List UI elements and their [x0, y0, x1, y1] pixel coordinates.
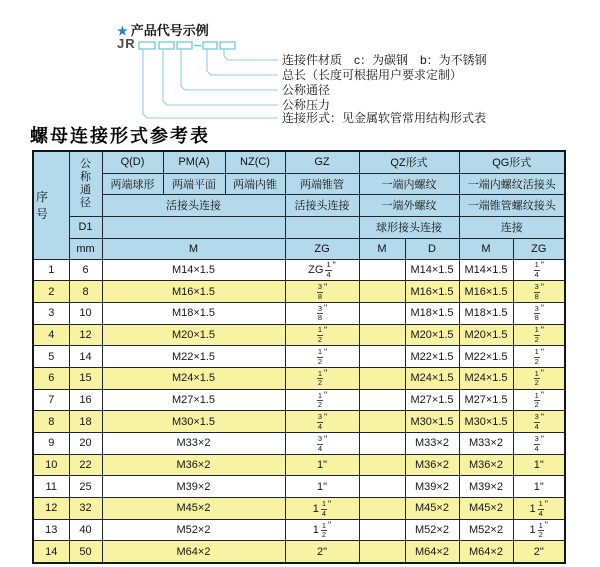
cell-qz-m: [359, 259, 405, 281]
header-conn2-qg: 连接: [459, 216, 565, 238]
fraction: $\frac{1}{2}$: [538, 520, 543, 540]
heading-text: 产品代号示例: [130, 23, 209, 38]
cell-qz-d: M18×1.5: [405, 302, 459, 324]
header-conn-union: 活接头连接: [102, 194, 285, 216]
header-conn-qz: 一端外螺纹: [359, 194, 459, 216]
cell-qz-d: M52×2: [405, 519, 459, 541]
cell-qg-m: M22×1.5: [459, 346, 513, 368]
inch-mark: ": [328, 520, 332, 531]
jr-prefix-label: JR: [117, 36, 136, 51]
inch-mark: ": [323, 433, 328, 444]
inch-mark: ": [328, 498, 332, 509]
cell-dn: 22: [69, 454, 102, 476]
fraction: $\frac{3}{4}$: [317, 412, 322, 431]
cell-gz: [285, 389, 359, 411]
cell-m: M24×1.5: [102, 367, 285, 389]
inch-mark: ": [332, 260, 336, 271]
cell-qz-m: [359, 541, 405, 563]
header-ends-gz: 两端锥管: [285, 173, 359, 194]
inch-mark: ": [544, 520, 548, 531]
cell-seq: 10: [33, 454, 69, 476]
cell-m: M20×1.5: [102, 324, 285, 346]
cell-qz-m: [359, 389, 405, 411]
header-group-qd: Q(D): [102, 151, 163, 173]
cell-qg-zg: [513, 519, 565, 541]
cell-qz-d: M30×1.5: [405, 411, 459, 433]
cell-qg-zg: [513, 433, 565, 455]
fraction: $\frac{1}{2}$: [321, 520, 327, 540]
table-row: [33, 302, 565, 324]
cell-qz-m: [359, 411, 405, 433]
cell-qz-d: M14×1.5: [405, 259, 459, 281]
fraction: $\frac{3}{8}$: [534, 303, 539, 323]
cell-qg-zg: 2": [513, 541, 565, 563]
header-unit-zg2: ZG: [513, 238, 565, 259]
cell-qz-d: M64×2: [405, 541, 459, 563]
cell-qz-m: [359, 346, 405, 368]
cell-dn: 10: [69, 302, 102, 324]
cell-qz-d: M45×2: [405, 498, 459, 520]
header-unit-m3: M: [459, 238, 513, 259]
cell-qg-zg: 1": [513, 476, 565, 498]
cell-m: M18×1.5: [102, 302, 285, 324]
fraction: $\frac{3}{8}$: [534, 282, 539, 301]
fraction: $\frac{1}{2}$: [317, 325, 322, 345]
cell-qz-m: [359, 367, 405, 389]
header-group-qz: QZ形式: [359, 151, 459, 173]
cell-gz: [285, 519, 359, 541]
cell-qg-zg: [513, 367, 565, 389]
cell-dn: 15: [69, 367, 102, 389]
cell-qg-zg: [513, 389, 565, 411]
cell-qz-d: M16×1.5: [405, 281, 459, 303]
inch-mark: ": [540, 325, 544, 336]
header-unit-m2: M: [359, 238, 405, 259]
table-row: [33, 411, 565, 433]
cell-gz: [285, 346, 359, 368]
fraction: $\frac{3}{4}$: [534, 412, 539, 431]
cell-qg-m: M18×1.5: [459, 302, 513, 324]
diagram-label-length: 总长（长度可根据用户要求定制）: [282, 68, 463, 82]
diagram-label-diameter: 公称通径: [282, 83, 331, 97]
cell-gz: 2": [285, 541, 359, 563]
cell-m: M64×2: [102, 541, 285, 563]
value-prefix: 1: [312, 502, 319, 515]
inch-mark: ": [540, 260, 544, 271]
cell-qg-zg: [513, 498, 565, 520]
fraction: $\frac{1}{4}$: [326, 260, 331, 280]
cell-gz: [285, 259, 359, 281]
cell-dn: 18: [69, 411, 102, 433]
inch-mark: ": [540, 368, 544, 379]
fraction: $\frac{1}{2}$: [317, 390, 322, 410]
cell-qz-d: M24×1.5: [405, 367, 459, 389]
cell-seq: 6: [33, 367, 69, 389]
connector-lines: [143, 49, 278, 118]
table-title: 螺母连接形式参考表: [30, 126, 210, 146]
cell-seq: 8: [33, 411, 69, 433]
cell-m: M45×2: [102, 498, 285, 520]
header-ends-qd: 两端球形: [102, 173, 163, 194]
cell-m: M16×1.5: [102, 281, 285, 303]
inch-mark: ": [540, 433, 544, 444]
cell-gz: [285, 411, 359, 433]
table-row: [33, 367, 565, 389]
diagram-label-material: 连接件材质 c：为碳钢 b：为不锈钢: [282, 53, 487, 67]
cell-gz: [285, 367, 359, 389]
inch-mark: ": [323, 368, 328, 379]
cell-dn: 25: [69, 476, 102, 498]
fraction: $\frac{1}{4}$: [534, 260, 539, 280]
inch-mark: ": [323, 411, 328, 422]
cell-qz-m: [359, 476, 405, 498]
table-row: [33, 519, 565, 541]
header-ends-qz: 一端内螺纹: [359, 173, 459, 194]
table-row: [33, 346, 565, 368]
cell-m: M52×2: [102, 519, 285, 541]
diagram-label-pressure: 公称压力: [282, 98, 331, 112]
cell-qg-zg: [513, 281, 565, 303]
cell-seq: 4: [33, 324, 69, 346]
cell-m: M33×2: [102, 433, 285, 455]
cell-qg-m: M45×2: [459, 498, 513, 520]
header-blank-left: [102, 216, 285, 238]
cell-qg-zg: [513, 346, 565, 368]
header-unit-m1: M: [102, 238, 285, 259]
fraction: $\frac{3}{4}$: [317, 433, 322, 453]
cell-seq: 11: [33, 476, 69, 498]
header-ends-pm: 两端平面: [163, 173, 225, 194]
cell-gz: [285, 433, 359, 455]
cell-dn: 16: [69, 389, 102, 411]
star-icon: ★: [117, 24, 128, 38]
diagram-label-connection-type: 连接形式：见金属软管常用结构形式表: [282, 111, 487, 125]
fraction: $\frac{1}{2}$: [534, 390, 539, 410]
cell-qz-m: [359, 281, 405, 303]
cell-dn: 32: [69, 498, 102, 520]
header-seq: [33, 151, 69, 259]
cell-qg-zg: [513, 411, 565, 433]
inch-mark: ": [540, 390, 544, 401]
table-row: [33, 541, 565, 563]
fraction: $\frac{1}{4}$: [321, 498, 327, 518]
fraction: $\frac{1}{4}$: [538, 498, 543, 518]
header-blank-gz: [285, 216, 359, 238]
cell-qg-m: M20×1.5: [459, 324, 513, 346]
cell-qg-zg: [513, 259, 565, 281]
header-seq-text: 序号: [35, 190, 48, 222]
code-box: [177, 42, 192, 49]
cell-qz-m: [359, 302, 405, 324]
cell-gz: 1": [285, 476, 359, 498]
nut-connection-reference-table: [32, 150, 566, 564]
cell-dn: 40: [69, 519, 102, 541]
cell-qz-d: M22×1.5: [405, 346, 459, 368]
fraction: $\frac{3}{8}$: [317, 303, 322, 323]
header-ends-nz: 两端内锥: [225, 173, 285, 194]
table-row: [33, 433, 565, 455]
cell-qz-d: M33×2: [405, 433, 459, 455]
cell-dn: 12: [69, 324, 102, 346]
cell-qg-m: M64×2: [459, 541, 513, 563]
cell-qz-m: [359, 324, 405, 346]
cell-m: M27×1.5: [102, 389, 285, 411]
cell-dn: 8: [69, 281, 102, 303]
header-unit-zg1: ZG: [285, 238, 359, 259]
cell-qg-m: M27×1.5: [459, 389, 513, 411]
cell-seq: 7: [33, 389, 69, 411]
table-row: [33, 259, 565, 281]
header-d1: D1: [69, 216, 102, 238]
header-mm: mm: [69, 238, 102, 259]
header-unit-d: D: [405, 238, 459, 259]
cell-gz: [285, 498, 359, 520]
header-group-gz: GZ: [285, 151, 359, 173]
code-box: [220, 42, 235, 49]
cell-seq: 12: [33, 498, 69, 520]
cell-dn: 20: [69, 433, 102, 455]
cell-qg-zg: 1": [513, 454, 565, 476]
table-row: [33, 454, 565, 476]
cell-m: M36×2: [102, 454, 285, 476]
header-group-nz: NZ(C): [225, 151, 285, 173]
cell-seq: 1: [33, 259, 69, 281]
cell-seq: 3: [33, 302, 69, 324]
inch-mark: ": [323, 281, 328, 292]
header-dn-text: 公称通径: [80, 157, 91, 209]
cell-gz: [285, 324, 359, 346]
cell-qg-zg: [513, 302, 565, 324]
cell-qz-d: M20×1.5: [405, 324, 459, 346]
cell-m: M30×1.5: [102, 411, 285, 433]
cell-qg-m: M24×1.5: [459, 367, 513, 389]
cell-qz-m: [359, 454, 405, 476]
cell-qg-zg: [513, 324, 565, 346]
value-prefix: 1: [529, 524, 536, 537]
table-row: [33, 498, 565, 520]
cell-gz: 1": [285, 454, 359, 476]
cell-qz-m: [359, 433, 405, 455]
inch-mark: ": [323, 325, 328, 336]
inch-mark: ": [323, 346, 328, 357]
table-row: [33, 324, 565, 346]
table-row: [33, 476, 565, 498]
code-box: [139, 42, 155, 49]
cell-qg-m: M52×2: [459, 519, 513, 541]
code-boxes: [139, 42, 235, 49]
inch-mark: ": [323, 390, 328, 401]
cell-dn: 14: [69, 346, 102, 368]
header-conn-gz: 活接头连接: [285, 194, 359, 216]
inch-mark: ": [540, 411, 544, 422]
cell-dn: 50: [69, 541, 102, 563]
value-prefix: ZG: [308, 264, 324, 277]
cell-m: M39×2: [102, 476, 285, 498]
cell-qg-m: M33×2: [459, 433, 513, 455]
cell-seq: 5: [33, 346, 69, 368]
cell-qg-m: M14×1.5: [459, 259, 513, 281]
cell-qg-m: M16×1.5: [459, 281, 513, 303]
cell-dn: 6: [69, 259, 102, 281]
cell-seq: 13: [33, 519, 69, 541]
cell-qg-m: M39×2: [459, 476, 513, 498]
cell-m: M22×1.5: [102, 346, 285, 368]
header-dn: [69, 151, 102, 216]
header-conn2-qz: 球形接头连接: [359, 216, 459, 238]
value-prefix: 1: [529, 502, 536, 515]
inch-mark: ": [540, 303, 544, 314]
header-ends-qg: 一端内螺纹活接头: [459, 173, 565, 194]
cell-seq: 14: [33, 541, 69, 563]
inch-mark: ": [544, 498, 548, 509]
fraction: $\frac{1}{2}$: [317, 368, 322, 388]
code-box: [203, 42, 217, 49]
fraction: $\frac{1}{2}$: [534, 325, 539, 345]
header-group-pm: PM(A): [163, 151, 225, 173]
cell-seq: 9: [33, 433, 69, 455]
cell-gz: [285, 281, 359, 303]
cell-qz-d: M39×2: [405, 476, 459, 498]
code-box: [159, 42, 174, 49]
cell-m: M14×1.5: [102, 259, 285, 281]
table-row: [33, 281, 565, 303]
cell-qz-m: [359, 519, 405, 541]
cell-qz-d: M27×1.5: [405, 389, 459, 411]
fraction: $\frac{3}{4}$: [534, 433, 539, 453]
header-group-qg: QG形式: [459, 151, 565, 173]
inch-mark: ": [540, 281, 544, 292]
fraction: $\frac{1}{2}$: [534, 347, 539, 366]
inch-mark: ": [323, 303, 328, 314]
cell-qz-m: [359, 498, 405, 520]
cell-gz: [285, 302, 359, 324]
inch-mark: ": [540, 346, 544, 357]
fraction: $\frac{3}{8}$: [317, 282, 322, 301]
cell-qg-m: M36×2: [459, 454, 513, 476]
cell-qg-m: M30×1.5: [459, 411, 513, 433]
fraction: $\frac{1}{2}$: [317, 347, 322, 366]
fraction: $\frac{1}{2}$: [534, 368, 539, 388]
cell-qz-d: M36×2: [405, 454, 459, 476]
value-prefix: 1: [312, 524, 319, 537]
table-row: [33, 389, 565, 411]
cell-seq: 2: [33, 281, 69, 303]
header-conn-qg: 一端锥管螺纹接头: [459, 194, 565, 216]
